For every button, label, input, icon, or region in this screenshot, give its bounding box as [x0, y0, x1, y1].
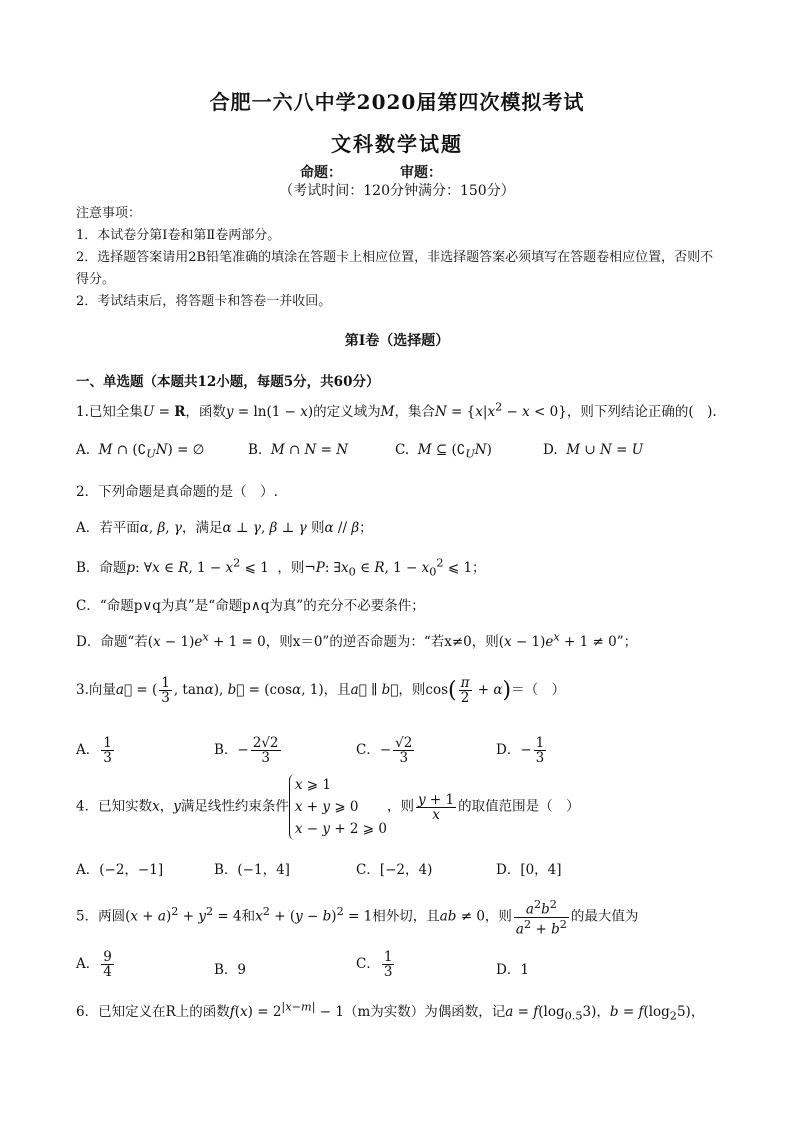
question-2-stem: 2．下列命题是真命题的是（ ）. — [76, 484, 278, 500]
notes-block — [76, 203, 726, 313]
question-4-option-b: B．(−1，4] — [214, 862, 290, 878]
question-3-option-d: D．− $\frac{1}{3}$ — [496, 735, 545, 766]
question-6-stem: 6．已知定义在R上的函数$f(x) = 2^{|x-m|} - 1(m$为实数）为偶函数，记$a = f(\log_{0.5}3)$，$b = f(\log_25)$， — [76, 1000, 705, 1023]
question-3-option-c: C．− $\frac{√2}{3}$ — [356, 735, 413, 766]
question-2-option-b: B．命题p: ∀x ∈ R, $1 - x^2$ ⩽ 1 ，则¬P: $\exists x_0$ ∈ R, $1 - x_0^2$ ⩽ 1； — [76, 556, 486, 579]
question-2-option-c: C．“命题p∨q为真”是“命题p∧q为真”的充分不必要条件； — [76, 598, 425, 614]
question-1-stem: 1.已知全集U = R，函数y = ln(1 − x)的定义域为M，集合$N = \{x|x^2 - x < 0\}$，则下列结论正确的( ). — [76, 400, 717, 420]
question-1-option-d: D. M ∪ N = U — [543, 442, 644, 458]
note-item: 2．考试结束后，将答题卡和答卷一并收回。 — [76, 294, 332, 309]
question-2-option-a: A．若平面α, β, γ，满足α ⊥ γ, β ⊥ γ 则α // β； — [76, 520, 373, 536]
question-4-stem: 4．已知实数x，y满足线性约束条件x ⩾ 1 x + y ⩾ 0 x − y + 2 ⩾ 0，则 $\frac{y + 1}{x}$ 的取值范围是（ ） — [76, 774, 580, 840]
question-1-option-b: B. M ∩ N = N — [248, 442, 349, 458]
question-4-option-a: A．(−2，−1] — [76, 862, 164, 878]
note-item: 2．选择题答案请用2B铅笔准确的填涂在答题卡上相应位置，非选择题答案必须填写在答题卷相应位置，否则不得分。 — [76, 250, 714, 287]
author-label: 命题： — [300, 165, 342, 181]
reviewer-label: 审题： — [400, 165, 442, 181]
question-4-option-c: C．[−2，4) — [356, 862, 433, 878]
author-line — [300, 162, 442, 182]
question-5-option-b: B．9 — [214, 962, 247, 978]
subject-title: 文科数学试题 — [331, 132, 463, 156]
question-5-stem: 5．两圆$(x + a)^2 + y^2 = 4$和$x^2 + (y - b)^2 = 1$相外切，且ab ≠ 0，则 $\frac{a^2b^2}{a^2 + b^2}$ 的最大值为 — [76, 898, 639, 937]
question-3-stem: 3.向量a⃗ = ( $\frac{1}{3}$ , tanα), b⃗ = (cosα, 1)，且a⃗ ∥ b⃗，则cos( $\frac{\pi}{2}$ + α)＝（ ） — [76, 675, 566, 706]
question-3-option-a: A． $\frac{1}{3}$ — [76, 735, 112, 766]
question-2-option-d: D．命题“若$(x - 1)e^x + 1 = 0$，则x＝0”的逆否命题为：“若x≠0，则$(x - 1)e^x + 1 \ne 0$”； — [76, 630, 638, 650]
question-1-option-c: C. M ⊆ $(∁_UN)$ — [395, 442, 492, 461]
question-4-option-d: D．[0，4] — [496, 862, 562, 878]
question-5-option-a: A． $\frac{9}{4}$ — [76, 949, 112, 980]
exam-info: （考试时间：120分钟满分：150分） — [279, 183, 515, 199]
note-item: 1．本试卷分第Ⅰ卷和第Ⅱ卷两部分。 — [76, 228, 281, 243]
notes-heading: 注意事项： — [76, 206, 142, 221]
section-title: 第Ⅰ卷（选择题） — [344, 333, 450, 349]
question-1-option-a: A. M ∩ $(∁_UN)$ = ∅ — [76, 442, 205, 461]
constraint-system: x ⩾ 1 x + y ⩾ 0 x − y + 2 ⩾ 0 — [289, 774, 387, 840]
question-5-option-c: C． $\frac{1}{3}$ — [356, 949, 393, 980]
question-3-option-b: B．− $\frac{2√2}{3}$ — [214, 735, 279, 766]
part-title: 一、单选题（本题共12小题，每题5分，共60分） — [76, 374, 380, 390]
school-title: 合肥一六八中学2020届第四次模拟考试 — [209, 90, 585, 114]
question-5-option-d: D．1 — [496, 962, 529, 978]
